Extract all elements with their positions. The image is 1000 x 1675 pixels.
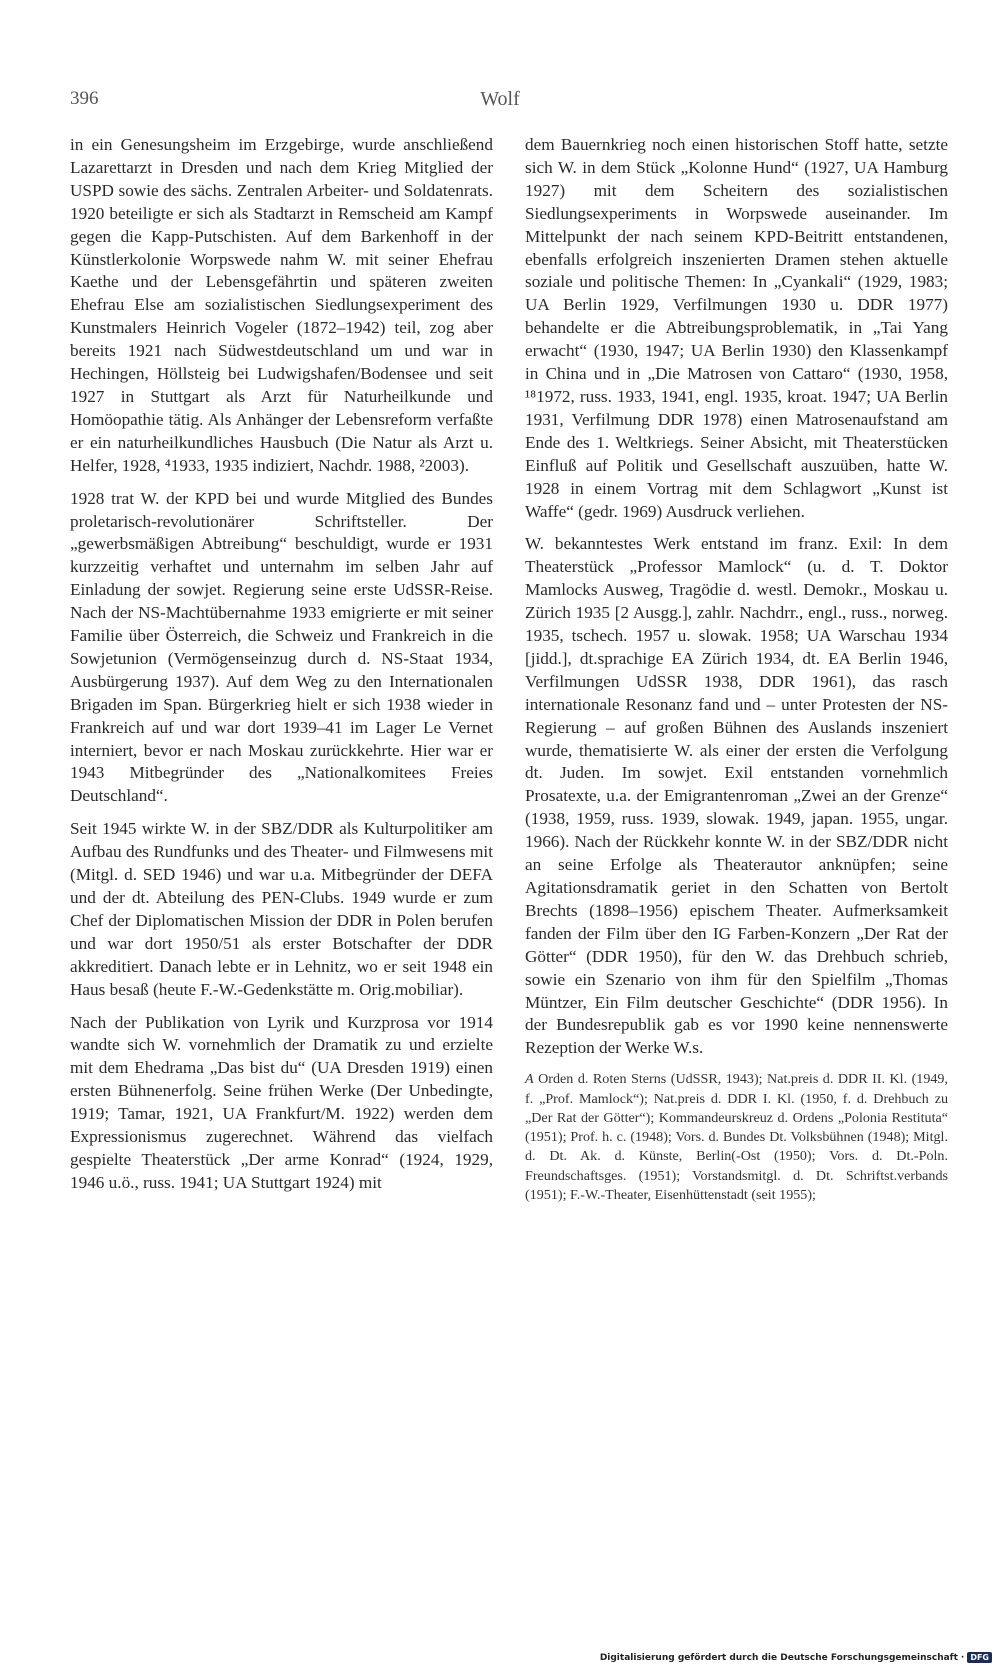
awards-marker: A	[525, 1071, 534, 1088]
paragraph: Seit 1945 wirkte W. in der SBZ/DDR als Kulturpolitiker am Aufbau des Rundfunks und des Theater- und Filmwesens mit (Mitgl. d. SED 1946) und war u.a. Mitbegründer der DEFA und der dt. Abteilung des PEN-Clubs. 1949 wurde er zum Chef der Diplomatischen Mission der DDR in Polen berufen und war dort 1950/51 als erster Botschafter der DDR akkreditiert. Danach lebte er in Lehnitz, wo er seit 1948 ein Haus besaß (heute F.-W.-Gedenkstätte m. Orig.mobiliar).	[70, 819, 493, 999]
paragraph: W. bekanntestes Werk entstand im franz. Exil: In dem Theaterstück „Professor Mamlock“ (u. d. T. Doktor Mamlocks Ausweg, Tragödie d. westl. Demokr., Moskau u. Zürich 1935 [2 Ausgg.], zahlr. Nachdrr., engl., russ., norweg. 1935, tschech. 1957 u. slowak. 1958; UA Warschau 1934 [jidd.], dt.sprachige EA Zürich 1934, dt. EA Berlin 1946, Verfilmungen UdSSR 1938, DDR 1961), das rasch internationale Resonanz fand und – unter Protesten der NS-Regierung – auf großen Bühnen des Auslands inszeniert wurde, thematisierte W. als einer der ersten die Verfolgung dt. Juden. Im sowjet. Exil entstanden vornehmlich Prosatexte, u.a. der Emigrantenroman „Zwei an der Grenze“ (1938, 1959, russ. 1939, slowak. 1949, japan. 1955, ungar. 1966). Nach der Rückkehr konnte W. in der SBZ/DDR nicht an seine Erfolge als Theaterautor anknüpfen; seine Agitationsdramatik geriet in den Schatten von Bertolt Brechts (1898–1956) epischem Theater. Aufmerksamkeit fanden der Film über den IG Farben-Konzern „Der Rat der Götter“ (DDR 1950), für den W. das Drehbuch schrieb, sowie ein Szenario von ihm für den Spielfilm „Thomas Müntzer, Ein Film deutscher Geschichte“ (DDR 1956). In der Bundesrepublik gab es vor 1990 keine nennenswerte Rezeption der Werke W.s.	[525, 534, 948, 1058]
digitization-footer: Digitalisierung gefördert durch die Deutsche Forschungsgemeinschaft · DFG	[600, 1652, 992, 1663]
page-number: 396	[70, 88, 99, 109]
paragraph: Nach der Publikation von Lyrik und Kurzprosa vor 1914 wandte sich W. vornehmlich der Dramatik zu und erzielte mit dem Ehedrama „Das bist du“ (UA Dresden 1919) einen ersten Bühnenerfolg. Seine frühen Werke (Der Unbedingte, 1919; Tamar, 1921, UA Frankfurt/M. 1922) werden dem Expressionismus zugerechnet. Während das vielfach gespielte Theaterstück „Der arme Konrad“ (1924, 1929, 1946 u.ö., russ. 1941; UA Stuttgart 1924) mit	[70, 1012, 493, 1192]
footer-text: Digitalisierung gefördert durch die Deutsche Forschungsgemeinschaft	[599, 1652, 958, 1663]
paragraph: in ein Genesungsheim im Erzgebirge, wurde anschließend Lazarettarzt in Dresden und nach dem Krieg Mitglied der USPD sowie des sächs. Zentralen Arbeiter- und Soldatenrats. 1920 beteiligte er sich als Stadtarzt in Remscheid am Kampf gegen die Kapp-Putschisten. Auf dem Barkenhoff in der Künstlerkolonie Worpswede nahm W. mit seiner Ehefrau Kaethe und der Lebensgefährtin und späteren zweiten Ehefrau Else am sozialistischen Siedlungsexperiment des Kunstmalers Heinrich Vogeler (1872–1942) teil, zog aber bereits 1921 nach Südwestdeutschland um und war in Hechingen, Höllsteig bei Ludwigshafen/Bodensee und seit 1927 in Stuttgart als Arzt für Naturheilkunde und Homöopathie tätig. Als Anhänger der Lebensreform verfaßte er ein naturheilkundliches Hausbuch (Die Natur als Arzt u. Helfer, 1928, ⁴1933, 1935 indiziert, Nachdr. 1988, ²2003).	[70, 135, 493, 475]
page-header	[70, 88, 930, 118]
paragraph: dem Bauernkrieg noch einen historischen Stoff hatte, setzte sich W. in dem Stück „Kolonne Hund“ (1927, UA Hamburg 1927) mit dem Scheitern des sozialistischen Siedlungsexperiments in Worpswede auseinander. Im Mittelpunkt der nach seinem KPD-Beitritt entstandenen, ebenfalls erfolgreich inszenierten Dramen stehen aktuelle soziale und politische Themen: In „Cyankali“ (1929, 1983; UA Berlin 1929, Verfilmungen 1930 u. DDR 1977) behandelte er die Abtreibungsproblematik, in „Tai Yang erwacht“ (1930, 1947; UA Berlin 1930) den Klassenkampf in China und in „Die Matrosen von Cattaro“ (1930, 1958, ¹⁸1972, russ. 1933, 1941, engl. 1935, kroat. 1947; UA Berlin 1931, Verfilmung DDR 1978) einen Matrosenaufstand am Ende des 1. Weltkriegs. Seiner Absicht, mit Theaterstücken Einfluß auf Politik und Gesellschaft auszuüben, hatte W. 1928 in einem Vortrag mit dem Schlagwort „Kunst ist Waffe“ (gedr. 1969) Ausdruck verliehen.	[525, 135, 948, 521]
dfg-logo-icon: DFG	[967, 1652, 992, 1663]
awards-section	[525, 1070, 948, 1205]
right-column	[525, 134, 948, 1205]
running-head: Wolf	[480, 88, 520, 110]
paragraph: 1928 trat W. der KPD bei und wurde Mitglied des Bundes proletarisch-revolutionärer Schriftsteller. Der „gewerbsmäßigen Abtreibung“ beschuldigt, wurde er 1931 kurzzeitig verhaftet und unternahm im selben Jahr auf Einladung der sowjet. Regierung seine erste UdSSR-Reise. Nach der NS-Machtübernahme 1933 emigrierte er mit seiner Familie über Österreich, die Schweiz und Frankreich in die Sowjetunion (Vermögenseinzug durch d. NS-Staat 1934, Ausbürgerung 1937). Auf dem Weg zu den Internationalen Brigaden im Span. Bürgerkrieg hielt er sich 1938 wieder in Frankreich auf und war dort 1939–41 im Lager Le Vernet interniert, bevor er nach Moskau zurückkehrte. Hier war er 1943 Mitbegründer des „Nationalkomitees Freies Deutschland“.	[70, 488, 493, 806]
left-column	[70, 134, 493, 1205]
awards-text: Orden d. Roten Sterns (UdSSR, 1943); Nat.preis d. DDR II. Kl. (1949, f. „Prof. Mamlock“); Nat.preis d. DDR I. Kl. (1950, f. d. Drehbuch zu „Der Rat der Götter“); Kommandeurskreuz d. Ordens „Polonia Restituta“ (1951); Prof. h. c. (1948); Vors. d. Bundes Dt. Volksbühnen (1948); Mitgl. d. Dt. Ak. d. Künste, Berlin(-Ost (1950); Vors. d. Dt.-Poln. Freundschaftsges. (1951); Vorstandsmitgl. d. Dt. Schriftst.verbands (1951); F.-W.-Theater, Eisenhüttenstadt (seit 1955);	[525, 1071, 948, 1204]
